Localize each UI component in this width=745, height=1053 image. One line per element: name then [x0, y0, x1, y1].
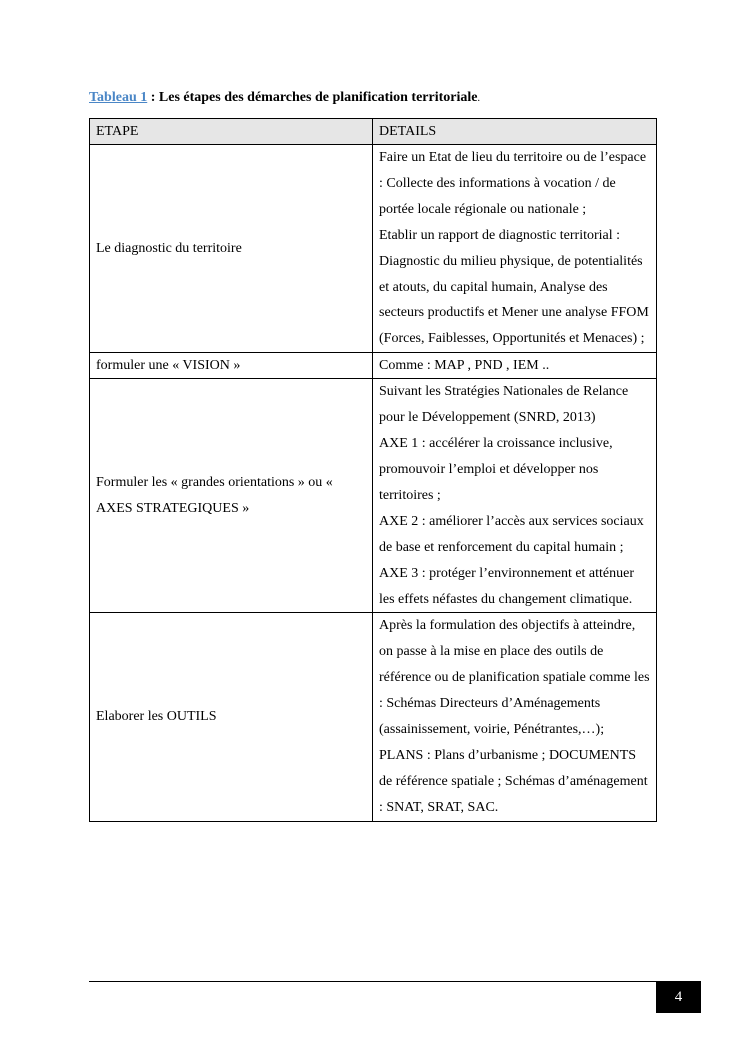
table-row: [90, 379, 657, 613]
details-cell: [373, 145, 657, 353]
planning-steps-table: [89, 118, 657, 822]
table-header-row: [90, 119, 657, 145]
table-row: [90, 613, 657, 821]
stage-cell: Elaborer les OUTILS: [90, 613, 373, 821]
table-caption-title: : Les étapes des démarches de planification territoriale: [147, 90, 478, 105]
detail-paragraph: Faire un Etat de lieu du territoire ou de l’espace : Collecte des informations à vocation / de portée locale régionale ou nationale ;: [379, 150, 647, 217]
header-etape: ETAPE: [90, 119, 373, 145]
detail-paragraph: AXE 1 : accélérer la croissance inclusive, promouvoir l’emploi et développer nos territoires ;: [379, 436, 613, 503]
details-cell: Comme : MAP , PND , IEM ..: [373, 353, 657, 379]
details-cell: [373, 379, 657, 613]
detail-paragraph: Etablir un rapport de diagnostic territorial : Diagnostic du milieu physique, de potentialités et atouts, du capital humain, Analyse des secteurs productifs et Mener une analyse FFOM (Forces, Faiblesses, Opportunités et Menaces) ;: [379, 227, 649, 347]
table-row: [90, 145, 657, 353]
footer-divider: [89, 981, 701, 982]
table-row: [90, 353, 657, 379]
table-reference-link[interactable]: Tableau 1: [89, 90, 148, 105]
table-caption-period: .: [477, 93, 480, 104]
page-number: 4: [656, 982, 701, 1013]
stage-cell: Formuler les « grandes orientations » ou « AXES STRATEGIQUES »: [90, 379, 373, 613]
stage-cell: Le diagnostic du territoire: [90, 145, 373, 353]
detail-paragraph: Après la formulation des objectifs à atteindre, on passe à la mise en place des outils de référence ou de planification spatiale comme les : Schémas Directeurs d’Aménagements (assainissement, voirie, Pénétrantes,…); PLANS : Plans d’urbanisme ; DOCUMENTS de référence spatiale ; Schémas d’aménagement : SNAT, SRAT, SAC.: [379, 618, 650, 815]
detail-paragraph: AXE 3 : protéger l’environnement et atténuer les effets néfastes du changement climatique.: [379, 565, 635, 607]
table-caption: [89, 88, 659, 109]
detail-paragraph: Suivant les Stratégies Nationales de Relance pour le Développement (SNRD, 2013): [379, 384, 629, 426]
detail-paragraph: AXE 2 : améliorer l’accès aux services sociaux de base et renforcement du capital humain ;: [379, 513, 644, 555]
header-details: DETAILS: [373, 119, 657, 145]
details-cell: [373, 613, 657, 821]
stage-cell: formuler une « VISION »: [90, 353, 373, 379]
